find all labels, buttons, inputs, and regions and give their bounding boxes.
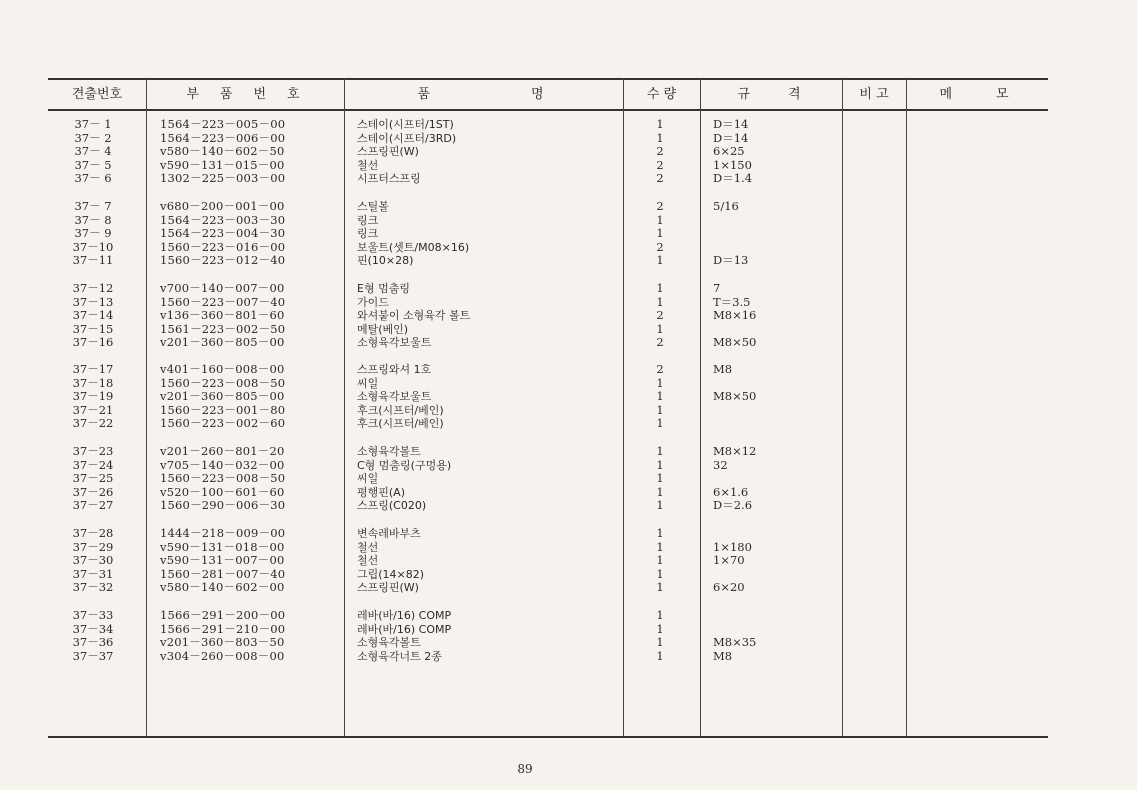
table-row [0, 527, 1137, 541]
table-row [0, 159, 1137, 173]
specification: D＝14 [713, 117, 749, 131]
quantity: 1 [656, 416, 664, 431]
header-part-number: 부 품 번 호 [186, 87, 304, 102]
item-number: 37－37 [72, 648, 114, 663]
part-number: 1302－225－003－00 [160, 171, 286, 186]
quantity: 1 [656, 281, 664, 295]
table-row [0, 499, 1137, 513]
part-name: 후크(시프터/베인) [357, 417, 444, 431]
specification: 7 [713, 281, 721, 295]
part-name: 평행핀(A) [357, 485, 405, 499]
item-number: 37－ 1 [74, 117, 112, 131]
part-name: 레바(바/16) COMP [357, 622, 452, 636]
specification: 5/16 [713, 199, 739, 213]
table-row [0, 472, 1137, 486]
quantity: 2 [656, 308, 664, 323]
quantity: 2 [656, 144, 664, 159]
part-number: 1560－223－002－60 [160, 416, 286, 431]
item-number: 37－23 [72, 444, 114, 458]
part-number: v580－140－602－50 [160, 144, 285, 159]
part-name: 스프링와셔 1호 [357, 363, 432, 376]
quantity: 1 [656, 130, 664, 145]
table-row [0, 609, 1137, 623]
specification: 6×1.6 [713, 484, 749, 499]
quantity: 1 [656, 471, 664, 486]
part-number: 1564－223－004－30 [160, 226, 286, 241]
item-number: 37－22 [72, 416, 114, 431]
part-name: 스프링핀(W) [357, 581, 419, 595]
header-note: 비 고 [859, 87, 889, 102]
table-row [0, 623, 1137, 637]
quantity: 1 [656, 498, 664, 513]
item-number: 37－ 4 [74, 144, 112, 159]
quantity: 2 [656, 171, 664, 186]
part-name: 링크 [357, 213, 379, 227]
table-row [0, 118, 1137, 132]
quantity: 2 [656, 362, 664, 376]
table-row [0, 241, 1137, 255]
part-name: 후크(시프터/베인) [357, 403, 444, 417]
specification: M8×35 [713, 635, 757, 650]
part-name: C형 멈춤링(구멍용) [357, 458, 452, 472]
part-number: 1564－223－003－30 [160, 212, 286, 227]
specification: D＝14 [713, 130, 749, 145]
item-number: 37－ 2 [74, 130, 112, 145]
quantity: 1 [656, 539, 664, 554]
table-row [0, 282, 1137, 296]
part-name: 레바(바/16) COMP [357, 609, 452, 622]
part-number: v700－140－007－00 [160, 281, 285, 295]
quantity: 1 [656, 484, 664, 499]
table-row [0, 445, 1137, 459]
specification: M8×12 [713, 444, 757, 458]
quantity: 1 [656, 226, 664, 241]
item-number: 37－13 [72, 294, 114, 309]
table-bottom-rule [48, 736, 1048, 738]
table-row [0, 554, 1137, 568]
quantity: 1 [656, 553, 664, 568]
part-name: 철선 [357, 554, 379, 568]
part-number: 1560－223－012－40 [160, 253, 286, 268]
part-name: 스프링핀(W) [357, 145, 419, 159]
specification: D＝2.6 [713, 498, 753, 513]
part-number: v520－100－601－60 [160, 484, 285, 499]
item-number: 37－31 [72, 566, 114, 581]
part-name: 보울트(셋트/M08×16) [357, 240, 470, 254]
quantity: 2 [656, 157, 664, 172]
quantity: 1 [656, 580, 664, 595]
part-name: 철선 [357, 158, 379, 172]
table-row [0, 254, 1137, 268]
quantity: 1 [656, 608, 664, 622]
part-name: 스프링(C020) [357, 499, 427, 513]
item-number: 37－12 [72, 281, 114, 295]
header-no: 견출번호 [71, 87, 123, 102]
part-name: 변속레바부츠 [357, 527, 421, 540]
table-row [0, 581, 1137, 595]
specification: M8 [713, 362, 733, 376]
quantity: 1 [656, 402, 664, 417]
quantity: 1 [656, 117, 664, 131]
item-number: 37－21 [72, 402, 114, 417]
part-number: v680－200－001－00 [160, 199, 285, 213]
part-name: 가이드 [357, 295, 389, 309]
item-number: 37－25 [72, 471, 114, 486]
part-number: v304－260－008－00 [160, 648, 285, 663]
part-number: 1560－223－016－00 [160, 239, 286, 254]
quantity: 1 [656, 526, 664, 540]
header-quantity: 수 량 [646, 87, 677, 102]
item-number: 37－ 5 [74, 157, 112, 172]
quantity: 1 [656, 321, 664, 336]
specification: D＝13 [713, 253, 749, 268]
table-row [0, 486, 1137, 500]
quantity: 2 [656, 199, 664, 213]
quantity: 1 [656, 457, 664, 472]
quantity: 1 [656, 375, 664, 390]
part-name: 스테이(시프터/1ST) [357, 118, 454, 131]
part-number: 1444－218－009－00 [160, 526, 286, 540]
header-spec: 규 격 [737, 87, 805, 102]
quantity: 1 [656, 212, 664, 227]
part-name: 소형육각보울트 [357, 336, 432, 350]
item-number: 37－29 [72, 539, 114, 554]
table-row [0, 541, 1137, 555]
item-number: 37－10 [72, 239, 114, 254]
part-name: 메탈(베인) [357, 322, 409, 336]
table-row [0, 650, 1137, 664]
item-number: 37－28 [72, 526, 114, 540]
part-number: 1560－290－006－30 [160, 498, 286, 513]
part-number: 1561－223－002－50 [160, 321, 286, 336]
header-memo: 메 모 [939, 87, 1015, 102]
part-name: 씨일 [357, 472, 379, 486]
quantity: 1 [656, 648, 664, 663]
part-name: E형 멈춤링 [357, 282, 410, 295]
quantity: 2 [656, 239, 664, 254]
quantity: 1 [656, 253, 664, 268]
part-name: 씨일 [357, 376, 379, 390]
specification: M8×50 [713, 389, 757, 404]
table-row [0, 323, 1137, 337]
table-row [0, 417, 1137, 431]
table-row [0, 404, 1137, 418]
item-number: 37－18 [72, 375, 114, 390]
item-number: 37－33 [72, 608, 114, 622]
table-row [0, 227, 1137, 241]
item-number: 37－30 [72, 553, 114, 568]
part-name: 철선 [357, 540, 379, 554]
quantity: 2 [656, 335, 664, 350]
item-number: 37－36 [72, 635, 114, 650]
part-number: 1564－223－005－00 [160, 117, 286, 131]
quantity: 1 [656, 566, 664, 581]
item-number: 37－32 [72, 580, 114, 595]
part-number: v580－140－602－00 [160, 580, 285, 595]
table-row [0, 363, 1137, 377]
table-row [0, 390, 1137, 404]
part-number: v401－160－008－00 [160, 362, 285, 376]
part-name: 시프터스프링 [357, 172, 421, 186]
part-name: 그립(14×82) [357, 567, 425, 581]
part-name: 핀(10×28) [357, 254, 414, 268]
part-number: v201－360－805－00 [160, 389, 285, 404]
part-number: v201－260－801－20 [160, 444, 285, 458]
specification: M8 [713, 648, 733, 663]
part-name: 스틸볼 [357, 200, 389, 213]
table-row [0, 214, 1137, 228]
table-row [0, 568, 1137, 582]
part-number: 1560－223－007－40 [160, 294, 286, 309]
part-name: 와셔붙이 소형육각 볼트 [357, 309, 471, 323]
part-number: 1560－223－008－50 [160, 471, 286, 486]
header-part-name: 품 명 [417, 87, 550, 102]
header-top-rule [48, 78, 1048, 80]
part-number: 1560－223－008－50 [160, 375, 286, 390]
item-number: 37－ 9 [74, 226, 112, 241]
specification: 1×70 [713, 553, 745, 568]
item-number: 37－16 [72, 335, 114, 350]
table-row [0, 309, 1137, 323]
specification: M8×16 [713, 308, 757, 323]
item-number: 37－26 [72, 484, 114, 499]
table-row [0, 145, 1137, 159]
part-name: 링크 [357, 227, 379, 241]
part-number: 1560－281－007－40 [160, 566, 286, 581]
item-number: 37－ 7 [74, 199, 112, 213]
specification: T＝3.5 [713, 294, 751, 309]
part-number: v136－360－801－60 [160, 308, 285, 323]
quantity: 1 [656, 294, 664, 309]
part-name: 소형육각볼트 [357, 636, 421, 650]
specification: 1×150 [713, 157, 752, 172]
item-number: 37－ 6 [74, 171, 112, 186]
header-bottom-rule [48, 109, 1048, 111]
part-number: v705－140－032－00 [160, 457, 285, 472]
quantity: 1 [656, 635, 664, 650]
table-row [0, 377, 1137, 391]
table-row [0, 636, 1137, 650]
item-number: 37－19 [72, 389, 114, 404]
specification: M8×50 [713, 335, 757, 350]
item-number: 37－27 [72, 498, 114, 513]
part-number: v590－131－018－00 [160, 539, 285, 554]
specification: 1×180 [713, 539, 752, 554]
table-row [0, 336, 1137, 350]
part-number: v201－360－805－00 [160, 335, 285, 350]
specification: D＝1.4 [713, 171, 753, 186]
part-number: 1560－223－001－80 [160, 402, 286, 417]
part-name: 스테이(시프터/3RD) [357, 131, 457, 145]
item-number: 37－24 [72, 457, 114, 472]
table-row [0, 459, 1137, 473]
table-row [0, 132, 1137, 146]
table-row [0, 200, 1137, 214]
item-number: 37－11 [72, 253, 114, 268]
specification: 32 [713, 457, 728, 472]
quantity: 1 [656, 444, 664, 458]
table-row [0, 172, 1137, 186]
table-row [0, 296, 1137, 310]
part-number: 1566－291－210－00 [160, 621, 286, 636]
item-number: 37－15 [72, 321, 114, 336]
quantity: 1 [656, 389, 664, 404]
specification: 6×20 [713, 580, 745, 595]
specification: 6×25 [713, 144, 745, 159]
part-name: 소형육각볼트 [357, 445, 421, 458]
page-number: 89 [517, 762, 533, 776]
item-number: 37－14 [72, 308, 114, 323]
item-number: 37－34 [72, 621, 114, 636]
item-number: 37－ 8 [74, 212, 112, 227]
part-number: 1566－291－200－00 [160, 608, 286, 622]
part-number: v201－360－803－50 [160, 635, 285, 650]
part-number: v590－131－007－00 [160, 553, 285, 568]
part-name: 소형육각너트 2종 [357, 649, 442, 663]
part-number: 1564－223－006－00 [160, 130, 286, 145]
item-number: 37－17 [72, 362, 114, 376]
part-name: 소형육각보울트 [357, 390, 432, 404]
part-number: v590－131－015－00 [160, 157, 285, 172]
quantity: 1 [656, 621, 664, 636]
